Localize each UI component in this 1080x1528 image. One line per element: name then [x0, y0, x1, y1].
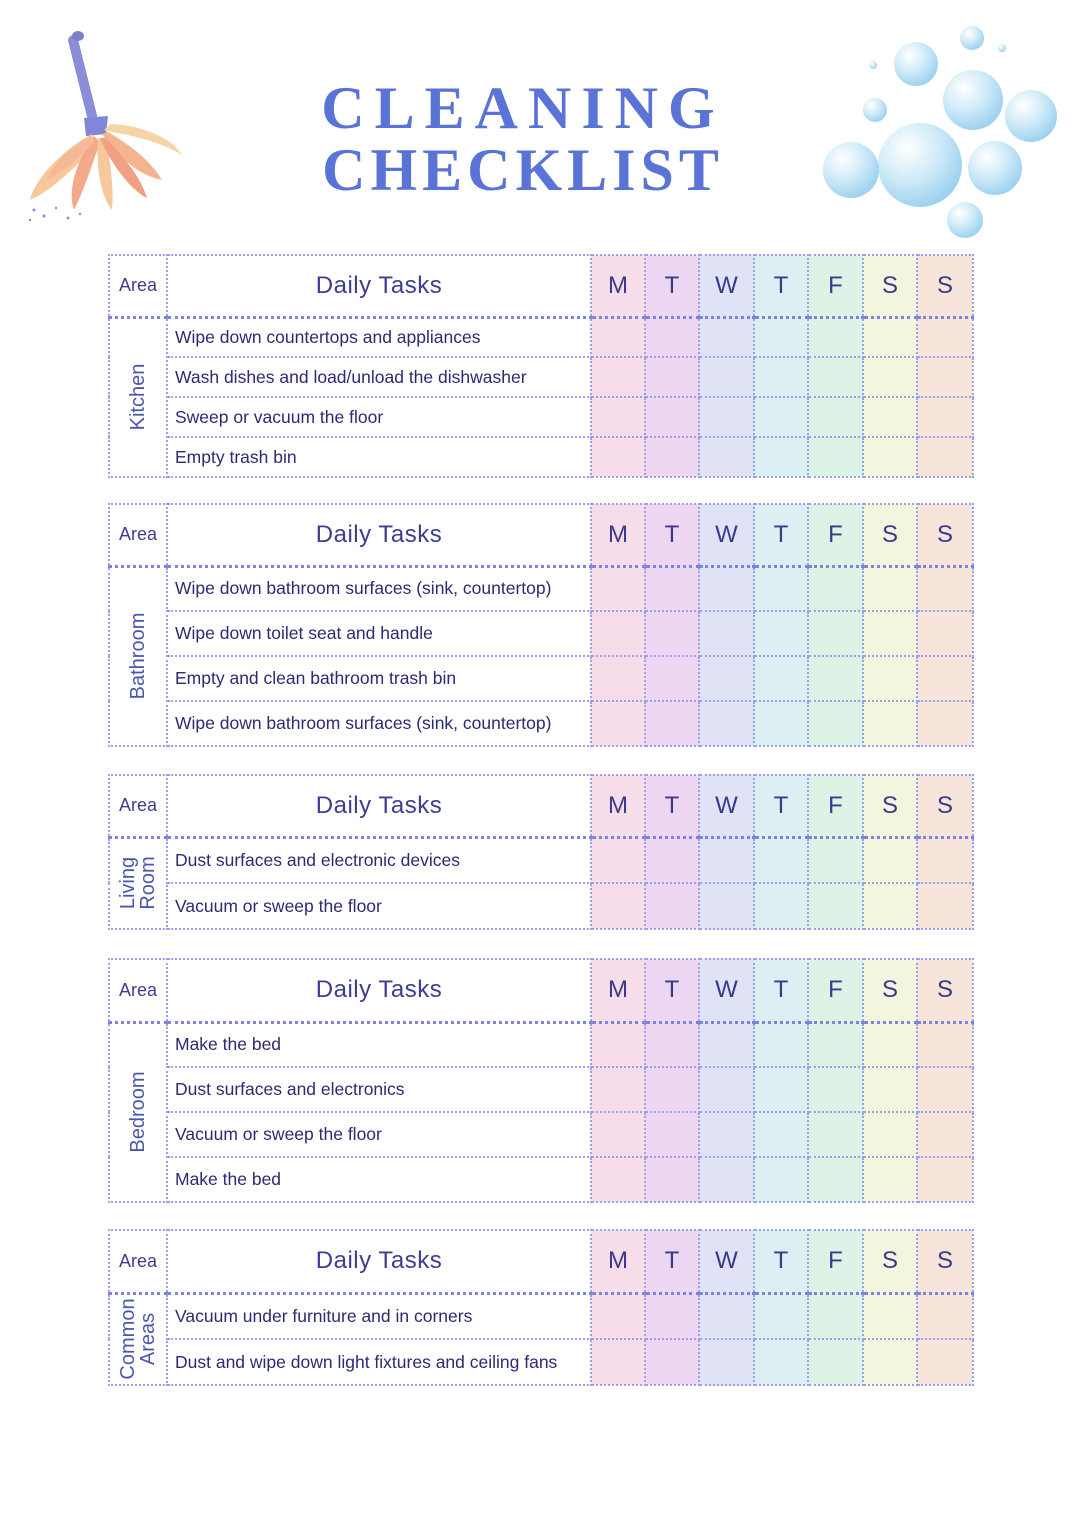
task-label: Dust and wipe down light fixtures and ceiling fans — [167, 1339, 591, 1385]
day-header: T — [754, 959, 808, 1022]
day-checkbox-cell[interactable] — [863, 357, 917, 397]
day-checkbox-cell[interactable] — [917, 1022, 973, 1067]
daily-tasks-header: Daily Tasks — [167, 504, 591, 566]
table-row — [109, 701, 973, 746]
day-header: W — [699, 504, 754, 566]
day-checkbox-cell[interactable] — [754, 701, 808, 746]
area-label — [118, 1299, 158, 1380]
day-checkbox-cell[interactable] — [754, 1339, 808, 1385]
day-checkbox-cell[interactable] — [645, 1339, 699, 1385]
table-row — [109, 656, 973, 701]
day-checkbox-cell[interactable] — [863, 1067, 917, 1112]
task-label: Wipe down toilet seat and handle — [167, 611, 591, 656]
day-checkbox-cell[interactable] — [808, 397, 863, 437]
area-header: Area — [109, 255, 167, 317]
day-checkbox-cell[interactable] — [591, 317, 645, 357]
day-checkbox-cell[interactable] — [645, 611, 699, 656]
day-checkbox-cell[interactable] — [645, 437, 699, 477]
table-header-row — [109, 1230, 973, 1293]
table-header-row — [109, 959, 973, 1022]
checklist-section — [108, 958, 974, 1203]
day-checkbox-cell[interactable] — [917, 397, 973, 437]
day-checkbox-cell[interactable] — [808, 1067, 863, 1112]
area-cell — [109, 1022, 167, 1202]
day-checkbox-cell[interactable] — [645, 656, 699, 701]
day-checkbox-cell[interactable] — [645, 317, 699, 357]
checklist-table — [108, 503, 974, 747]
day-checkbox-cell[interactable] — [863, 1157, 917, 1202]
day-checkbox-cell[interactable] — [645, 566, 699, 611]
checklist-section — [108, 774, 974, 930]
day-checkbox-cell[interactable] — [863, 566, 917, 611]
day-checkbox-cell[interactable] — [917, 1339, 973, 1385]
day-checkbox-cell[interactable] — [754, 837, 808, 883]
table-row — [109, 1112, 973, 1157]
day-checkbox-cell[interactable] — [863, 656, 917, 701]
area-header: Area — [109, 775, 167, 837]
daily-tasks-header: Daily Tasks — [167, 1230, 591, 1293]
area-label-line: Areas — [137, 1313, 159, 1366]
day-header: M — [591, 1230, 645, 1293]
day-checkbox-cell[interactable] — [645, 701, 699, 746]
table-row — [109, 566, 973, 611]
day-checkbox-cell[interactable] — [917, 656, 973, 701]
day-checkbox-cell[interactable] — [591, 1022, 645, 1067]
day-header: T — [754, 1230, 808, 1293]
day-checkbox-cell[interactable] — [917, 566, 973, 611]
day-checkbox-cell[interactable] — [591, 1157, 645, 1202]
day-checkbox-cell[interactable] — [917, 837, 973, 883]
day-header: M — [591, 959, 645, 1022]
area-label: Bedroom — [127, 1071, 149, 1153]
day-checkbox-cell[interactable] — [754, 1067, 808, 1112]
task-label: Make the bed — [167, 1022, 591, 1067]
page-title-line-1: CLEANING — [321, 75, 725, 141]
day-checkbox-cell[interactable] — [591, 611, 645, 656]
day-checkbox-cell[interactable] — [591, 1339, 645, 1385]
table-row — [109, 1339, 973, 1385]
area-label: Kitchen — [127, 363, 149, 431]
checklist-table — [108, 774, 974, 930]
task-label: Vacuum under furniture and in corners — [167, 1293, 591, 1339]
day-checkbox-cell[interactable] — [591, 397, 645, 437]
day-checkbox-cell[interactable] — [645, 1067, 699, 1112]
day-checkbox-cell[interactable] — [754, 437, 808, 477]
area-header: Area — [109, 1230, 167, 1293]
day-checkbox-cell[interactable] — [591, 1293, 645, 1339]
area-label — [118, 857, 158, 910]
area-label: Bathroom — [127, 612, 149, 700]
day-checkbox-cell[interactable] — [863, 1293, 917, 1339]
day-checkbox-cell[interactable] — [808, 1157, 863, 1202]
day-checkbox-cell[interactable] — [754, 357, 808, 397]
day-checkbox-cell[interactable] — [699, 701, 754, 746]
table-header-row — [109, 775, 973, 837]
daily-tasks-header: Daily Tasks — [167, 775, 591, 837]
task-label: Wipe down countertops and appliances — [167, 317, 591, 357]
daily-tasks-header: Daily Tasks — [167, 255, 591, 317]
day-header: T — [645, 959, 699, 1022]
area-label-line: Living — [117, 857, 139, 910]
checklist-section — [108, 503, 974, 747]
day-header: W — [699, 775, 754, 837]
day-checkbox-cell[interactable] — [645, 883, 699, 929]
day-checkbox-cell[interactable] — [917, 1293, 973, 1339]
day-checkbox-cell[interactable] — [699, 883, 754, 929]
day-checkbox-cell[interactable] — [808, 611, 863, 656]
task-label: Dust surfaces and electronics — [167, 1067, 591, 1112]
day-checkbox-cell[interactable] — [754, 883, 808, 929]
day-checkbox-cell[interactable] — [917, 611, 973, 656]
day-checkbox-cell[interactable] — [917, 701, 973, 746]
day-checkbox-cell[interactable] — [591, 837, 645, 883]
day-checkbox-cell[interactable] — [645, 357, 699, 397]
day-checkbox-cell[interactable] — [863, 611, 917, 656]
day-header: S — [863, 775, 917, 837]
day-checkbox-cell[interactable] — [808, 1112, 863, 1157]
area-cell — [109, 317, 167, 477]
day-header: T — [645, 255, 699, 317]
day-checkbox-cell[interactable] — [591, 566, 645, 611]
day-header: F — [808, 255, 863, 317]
day-header: T — [754, 775, 808, 837]
day-checkbox-cell[interactable] — [754, 397, 808, 437]
day-checkbox-cell[interactable] — [699, 437, 754, 477]
day-checkbox-cell[interactable] — [754, 317, 808, 357]
day-header: F — [808, 959, 863, 1022]
day-checkbox-cell[interactable] — [808, 656, 863, 701]
day-checkbox-cell[interactable] — [808, 1339, 863, 1385]
table-row — [109, 837, 973, 883]
table-header-row — [109, 504, 973, 566]
day-checkbox-cell[interactable] — [808, 437, 863, 477]
day-header: T — [754, 255, 808, 317]
day-checkbox-cell[interactable] — [863, 317, 917, 357]
day-checkbox-cell[interactable] — [591, 656, 645, 701]
day-checkbox-cell[interactable] — [754, 566, 808, 611]
day-header: T — [645, 504, 699, 566]
day-header: S — [863, 1230, 917, 1293]
task-label: Wipe down bathroom surfaces (sink, countertop) — [167, 701, 591, 746]
day-checkbox-cell[interactable] — [808, 357, 863, 397]
day-checkbox-cell[interactable] — [808, 701, 863, 746]
day-checkbox-cell[interactable] — [863, 701, 917, 746]
area-cell — [109, 566, 167, 746]
area-label-line: Room — [137, 856, 159, 910]
day-checkbox-cell[interactable] — [699, 1067, 754, 1112]
day-header: T — [754, 504, 808, 566]
day-checkbox-cell[interactable] — [863, 1022, 917, 1067]
table-row — [109, 1157, 973, 1202]
day-header: S — [863, 959, 917, 1022]
task-label: Empty and clean bathroom trash bin — [167, 656, 591, 701]
day-checkbox-cell[interactable] — [699, 1339, 754, 1385]
day-checkbox-cell[interactable] — [591, 1112, 645, 1157]
table-row — [109, 1067, 973, 1112]
day-checkbox-cell[interactable] — [699, 1112, 754, 1157]
task-label: Empty trash bin — [167, 437, 591, 477]
day-checkbox-cell[interactable] — [917, 1157, 973, 1202]
day-checkbox-cell[interactable] — [699, 1022, 754, 1067]
day-header: S — [917, 255, 973, 317]
feather-duster-icon — [22, 30, 192, 225]
task-label: Vacuum or sweep the floor — [167, 883, 591, 929]
day-checkbox-cell[interactable] — [699, 397, 754, 437]
checklist-table — [108, 958, 974, 1203]
day-checkbox-cell[interactable] — [754, 1157, 808, 1202]
day-checkbox-cell[interactable] — [645, 1157, 699, 1202]
day-checkbox-cell[interactable] — [591, 437, 645, 477]
day-checkbox-cell[interactable] — [808, 1022, 863, 1067]
day-header: W — [699, 959, 754, 1022]
task-label: Sweep or vacuum the floor — [167, 397, 591, 437]
table-row — [109, 317, 973, 357]
day-checkbox-cell[interactable] — [808, 883, 863, 929]
day-checkbox-cell[interactable] — [645, 397, 699, 437]
day-checkbox-cell[interactable] — [863, 437, 917, 477]
day-checkbox-cell[interactable] — [917, 1112, 973, 1157]
day-checkbox-cell[interactable] — [645, 1112, 699, 1157]
checklist-section — [108, 1229, 974, 1386]
table-row — [109, 611, 973, 656]
table-row — [109, 357, 973, 397]
day-checkbox-cell[interactable] — [917, 437, 973, 477]
day-checkbox-cell[interactable] — [917, 317, 973, 357]
day-header: S — [917, 504, 973, 566]
area-cell — [109, 1293, 167, 1385]
day-header: S — [917, 959, 973, 1022]
day-header: S — [863, 504, 917, 566]
day-header: M — [591, 775, 645, 837]
day-checkbox-cell[interactable] — [699, 317, 754, 357]
day-checkbox-cell[interactable] — [645, 1293, 699, 1339]
day-checkbox-cell[interactable] — [699, 1157, 754, 1202]
day-checkbox-cell[interactable] — [754, 1022, 808, 1067]
day-header: M — [591, 504, 645, 566]
task-label: Wash dishes and load/unload the dishwasher — [167, 357, 591, 397]
table-row — [109, 883, 973, 929]
area-cell — [109, 837, 167, 929]
day-header: S — [863, 255, 917, 317]
day-checkbox-cell[interactable] — [591, 1067, 645, 1112]
day-checkbox-cell[interactable] — [699, 357, 754, 397]
day-header: F — [808, 1230, 863, 1293]
area-label-line: Common — [117, 1298, 139, 1380]
daily-tasks-header: Daily Tasks — [167, 959, 591, 1022]
task-label: Dust surfaces and electronic devices — [167, 837, 591, 883]
day-checkbox-cell[interactable] — [699, 1293, 754, 1339]
day-checkbox-cell[interactable] — [808, 837, 863, 883]
day-checkbox-cell[interactable] — [917, 357, 973, 397]
day-checkbox-cell[interactable] — [863, 837, 917, 883]
day-checkbox-cell[interactable] — [917, 1067, 973, 1112]
day-checkbox-cell[interactable] — [591, 357, 645, 397]
day-checkbox-cell[interactable] — [699, 656, 754, 701]
soap-bubbles-icon — [815, 20, 1065, 245]
day-checkbox-cell[interactable] — [863, 883, 917, 929]
day-header: M — [591, 255, 645, 317]
day-checkbox-cell[interactable] — [917, 883, 973, 929]
checklist-table — [108, 254, 974, 478]
day-header: T — [645, 775, 699, 837]
day-checkbox-cell[interactable] — [863, 397, 917, 437]
day-header: S — [917, 1230, 973, 1293]
table-row — [109, 1293, 973, 1339]
task-label: Vacuum or sweep the floor — [167, 1112, 591, 1157]
day-checkbox-cell[interactable] — [754, 656, 808, 701]
day-checkbox-cell[interactable] — [808, 317, 863, 357]
day-checkbox-cell[interactable] — [699, 611, 754, 656]
day-checkbox-cell[interactable] — [699, 566, 754, 611]
area-header: Area — [109, 959, 167, 1022]
day-checkbox-cell[interactable] — [754, 611, 808, 656]
day-checkbox-cell[interactable] — [591, 701, 645, 746]
day-header: F — [808, 504, 863, 566]
day-checkbox-cell[interactable] — [699, 837, 754, 883]
table-row — [109, 397, 973, 437]
day-header: W — [699, 255, 754, 317]
day-checkbox-cell[interactable] — [591, 883, 645, 929]
day-checkbox-cell[interactable] — [863, 1112, 917, 1157]
day-checkbox-cell[interactable] — [863, 1339, 917, 1385]
day-checkbox-cell[interactable] — [754, 1293, 808, 1339]
day-checkbox-cell[interactable] — [808, 1293, 863, 1339]
day-checkbox-cell[interactable] — [645, 837, 699, 883]
table-row — [109, 1022, 973, 1067]
table-row — [109, 437, 973, 477]
checklist-table — [108, 1229, 974, 1386]
day-checkbox-cell[interactable] — [754, 1112, 808, 1157]
day-checkbox-cell[interactable] — [808, 566, 863, 611]
task-label: Make the bed — [167, 1157, 591, 1202]
day-header: F — [808, 775, 863, 837]
day-header: W — [699, 1230, 754, 1293]
checklist-section — [108, 254, 974, 478]
day-header: S — [917, 775, 973, 837]
day-header: T — [645, 1230, 699, 1293]
table-header-row — [109, 255, 973, 317]
area-header: Area — [109, 504, 167, 566]
page-title-line-2: CHECKLIST — [322, 137, 724, 203]
day-checkbox-cell[interactable] — [645, 1022, 699, 1067]
task-label: Wipe down bathroom surfaces (sink, countertop) — [167, 566, 591, 611]
